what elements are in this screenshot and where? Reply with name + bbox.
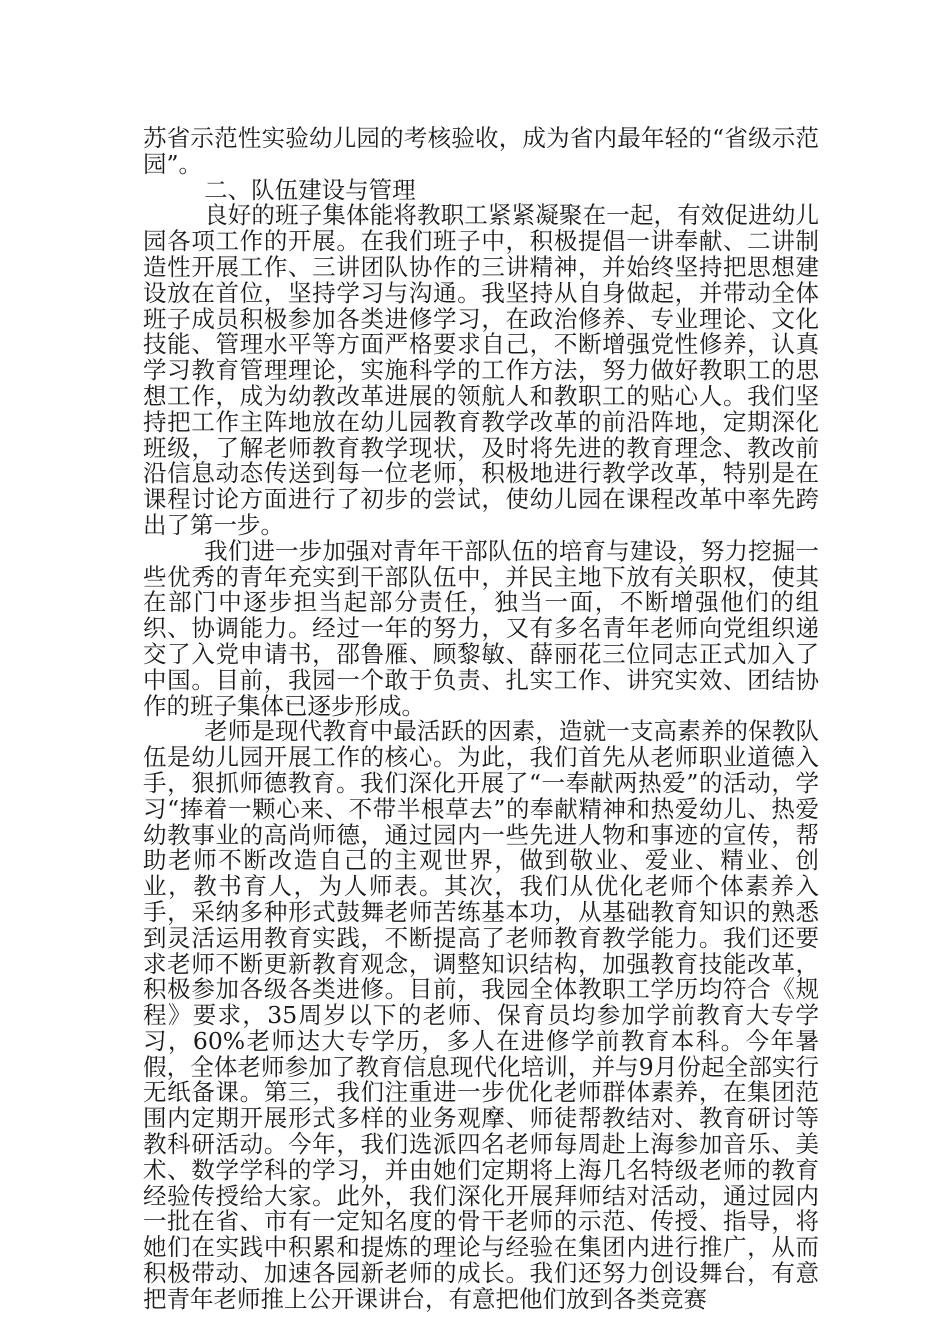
body-paragraph-2: 我们进一步加强对青年干部队伍的培育与建设，努力挖掘一些优秀的青年充实到干部队伍中，并民主地下放有关职权，使其在部门中逐步担当起部分责任，独当一面，不断增强他们的组织、协调能力。经过一年的努力，又有多名青年老师向党组织递交了入党申请书，邵鲁雁、顾黎敏、薛丽花三位同志正式加入了中国。目前，我园一个敢于负责、扎实工作、讲究实效、团结协作的班子集体已逐步形成。 [143,536,819,720]
continuation-paragraph: 苏省示范性实验幼儿园的考核验收，成为省内最年轻的“省级示范园”。 [143,124,819,178]
body-paragraph-3: 老师是现代教育中最活跃的因素，造就一支高素养的保教队伍是幼儿园开展工作的核心。为此，我们首先从老师职业道德入手，狠抓师德教育。我们深化开展了“一奉献两热爱”的活动，学习“捧着一颗心来、不带半根草去”的奉献精神和热爱幼儿、热爱幼教事业的高尚师德，通过园内一些先进人物和事迹的宣传，帮助老师不断改造自己的主观世界，做到敬业、爱业、精业、创业，教书育人，为人师表。其次，我们从优化老师个体素养入手，采纳多种形式鼓舞老师苦练基本功，从基础教育知识的熟悉到灵活运用教育实践，不断提高了老师教育教学能力。我们还要求老师不断更新教育观念，调整知识结构，加强教育技能改革，积极参加各级各类进修。目前，我园全体教职工学历均符合《规程》要求，35周岁以下的老师、保育员均参加学前教育大专学习，60%老师达大专学历，多人在进修学前教育本科。今年暑假，全体老师参加了教育信息现代化培训，并与9月份起全部实行无纸备课。第三，我们注重进一步优化老师群体素养，在集团范围内定期开展形式多样的业务观摩、师徒帮教结对、教育研讨等教科研活动。今年，我们选派四名老师每周赴上海参加音乐、美术、数学学科的学习，并由她们定期将上海几名特级老师的教育经验传授给大家。此外，我们深化开展拜师结对活动，通过园内一批在省、市有一定知名度的骨干老师的示范、传授、指导，将她们在实践中积累和提炼的理论与经验在集团内进行推广，从而积极带动、加速各园新老师的成长。我们还努力创设舞台，有意把青年老师推上公开课讲台，有意把他们放到各类竞赛 [143,717,819,1313]
document-page [143,126,819,1313]
section-heading: 二、队伍建设与管理 [204,175,416,204]
body-paragraph-1: 良好的班子集体能将教职工紧紧凝聚在一起，有效促进幼儿园各项工作的开展。在我们班子中，积极提倡一讲奉献、二讲制造性开展工作、三讲团队协作的三讲精神，并始终坚持把思想建设放在首位，坚持学习与沟通。我坚持从自身做起，并带动全体班子成员积极参加各类进修学习，在政治修养、专业理论、文化技能、管理水平等方面严格要求自己，不断增强党性修养，认真学习教育管理理论，实施科学的工作方法，努力做好教职工的思想工作，成为幼教改革进展的领航人和教职工的贴心人。我们坚持把工作主阵地放在幼儿园教育教学改革的前沿阵地，定期深化班级，了解老师教育教学现状，及时将先进的教育理念、教改前沿信息动态传送到每一位老师，积极地进行教学改革，特别是在课程讨论方面进行了初步的尝试，使幼儿园在课程改革中率先跨出了第一步。 [143,201,819,539]
